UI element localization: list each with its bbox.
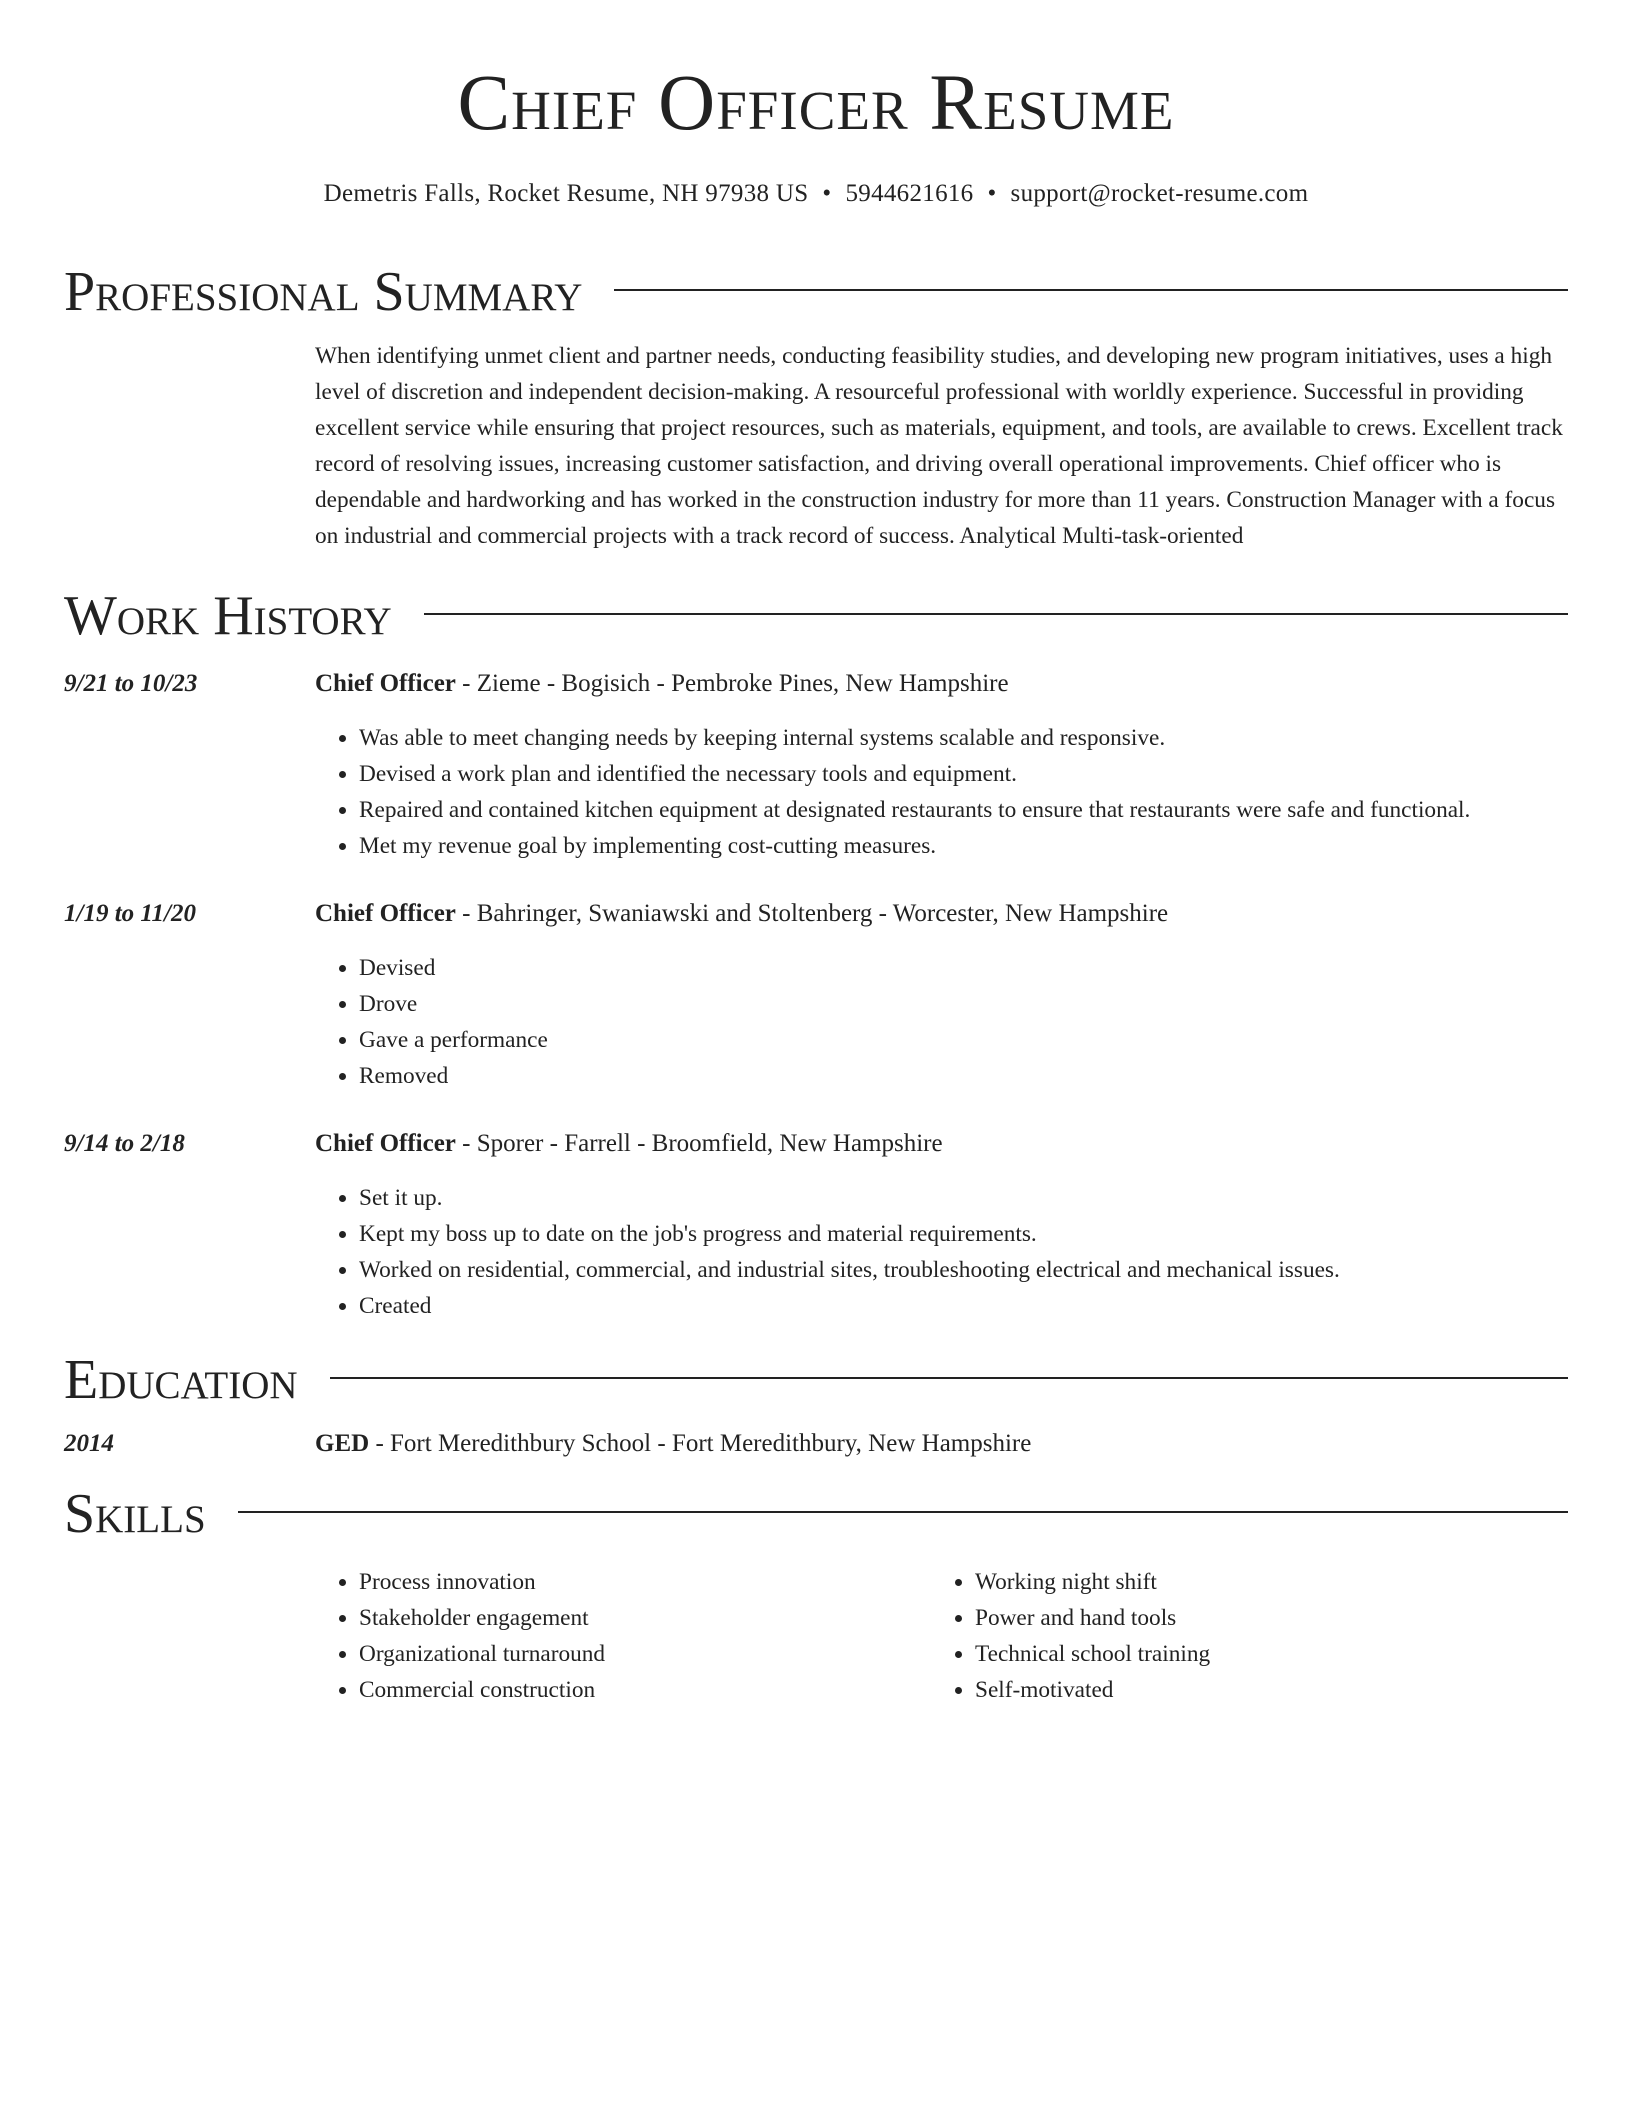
job-bullet: • Repaired and contained kitchen equipment at designated restaurants to ensure that restaurants were safe and functional. bbox=[359, 792, 1568, 828]
job-entry bbox=[64, 898, 1568, 1094]
job-body bbox=[315, 668, 1568, 864]
job-entry bbox=[64, 668, 1568, 864]
job-bullet: • Kept my boss up to date on the job's progress and material requirements. bbox=[359, 1216, 1568, 1252]
skills-column-right bbox=[931, 1564, 1210, 1708]
job-bullets bbox=[315, 950, 1568, 1094]
job-bullet: • Gave a performance bbox=[359, 1022, 1568, 1058]
contact-email: support@rocket-resume.com bbox=[1010, 180, 1309, 207]
section-header-work-history bbox=[64, 584, 1568, 648]
contact-phone: 5944621616 bbox=[845, 180, 974, 207]
skill-item: • Working night shift bbox=[975, 1564, 1210, 1600]
education-entry bbox=[64, 1428, 1568, 1460]
job-bullet: • Devised bbox=[359, 950, 1568, 986]
skills-list bbox=[315, 1564, 1568, 1708]
job-bullet: • Devised a work plan and identified the necessary tools and equipment. bbox=[359, 756, 1568, 792]
skill-item: • Commercial construction bbox=[359, 1672, 931, 1708]
job-employer: - Zieme - Bogisich - Pembroke Pines, New Hampshire bbox=[455, 670, 1009, 697]
job-title: Chief Officer bbox=[315, 900, 456, 927]
job-bullets bbox=[315, 720, 1568, 864]
skill-item: • Self-motivated bbox=[975, 1672, 1210, 1708]
contact-separator: • bbox=[822, 180, 832, 207]
skill-item: • Stakeholder engagement bbox=[359, 1600, 931, 1636]
skill-item: • Power and hand tools bbox=[975, 1600, 1210, 1636]
job-bullet: • Created bbox=[359, 1288, 1568, 1324]
section-divider bbox=[238, 1511, 1568, 1513]
section-title-work-history: Work History bbox=[64, 585, 392, 647]
education-heading bbox=[315, 1428, 1568, 1460]
section-header-skills bbox=[64, 1482, 1568, 1546]
job-title: Chief Officer bbox=[315, 670, 456, 697]
job-entry bbox=[64, 1128, 1568, 1324]
education-degree: GED bbox=[315, 1430, 370, 1457]
resume-title: Chief Officer Resume bbox=[457, 60, 1175, 147]
contact-line bbox=[64, 178, 1568, 210]
job-bullet: • Drove bbox=[359, 986, 1568, 1022]
contact-separator: • bbox=[987, 180, 997, 207]
section-divider bbox=[330, 1377, 1568, 1379]
skills-column-left bbox=[315, 1564, 931, 1708]
section-divider bbox=[424, 613, 1568, 615]
job-bullet: • Met my revenue goal by implementing cost-cutting measures. bbox=[359, 828, 1568, 864]
section-title-skills: Skills bbox=[64, 1483, 206, 1545]
skill-item: • Technical school training bbox=[975, 1636, 1210, 1672]
skill-item: • Process innovation bbox=[359, 1564, 931, 1600]
job-heading bbox=[315, 668, 1568, 700]
job-bullet: • Removed bbox=[359, 1058, 1568, 1094]
skill-item: • Organizational turnaround bbox=[359, 1636, 931, 1672]
contact-address: Demetris Falls, Rocket Resume, NH 97938 US bbox=[323, 180, 809, 207]
job-bullet: • Was able to meet changing needs by keeping internal systems scalable and responsive. bbox=[359, 720, 1568, 756]
job-title: Chief Officer bbox=[315, 1130, 456, 1157]
job-body bbox=[315, 898, 1568, 1094]
section-title-education: Education bbox=[64, 1349, 298, 1411]
section-title-summary: Professional Summary bbox=[64, 261, 583, 323]
job-heading bbox=[315, 898, 1568, 930]
job-employer: - Sporer - Farrell - Broomfield, New Hampshire bbox=[455, 1130, 943, 1157]
education-school: - Fort Meredithbury School - Fort Meredithbury, New Hampshire bbox=[369, 1430, 1032, 1457]
education-year: 2014 bbox=[64, 1430, 114, 1457]
job-body bbox=[315, 1128, 1568, 1324]
section-header-summary bbox=[64, 260, 1568, 324]
job-heading bbox=[315, 1128, 1568, 1160]
job-bullets bbox=[315, 1180, 1568, 1324]
summary-paragraph: When identifying unmet client and partner needs, conducting feasibility studies, and developing new program initiatives, uses a high level of discretion and independent decision-making. A resourceful professional with worldly experience. Successful in providing excellent service while ensuring that project resources, such as materials, equipment, and tools, are available to crews. Excellent track record of resolving issues, increasing customer satisfaction, and driving overall operational improvements. Chief officer who is dependable and hardworking and has worked in the construction industry for more than 11 years. Construction Manager with a focus on industrial and commercial projects with a track record of success. Analytical Multi-task-oriented bbox=[315, 343, 1563, 549]
job-dates: 9/21 to 10/23 bbox=[64, 670, 198, 697]
job-dates: 9/14 to 2/18 bbox=[64, 1130, 185, 1157]
job-bullet: • Worked on residential, commercial, and industrial sites, troubleshooting electrical and mechanical issues. bbox=[359, 1252, 1568, 1288]
job-employer: - Bahringer, Swaniawski and Stoltenberg - Worcester, New Hampshire bbox=[455, 900, 1169, 927]
section-header-education bbox=[64, 1348, 1568, 1412]
job-bullet: • Set it up. bbox=[359, 1180, 1568, 1216]
job-dates: 1/19 to 11/20 bbox=[64, 900, 196, 927]
section-divider bbox=[614, 289, 1568, 291]
